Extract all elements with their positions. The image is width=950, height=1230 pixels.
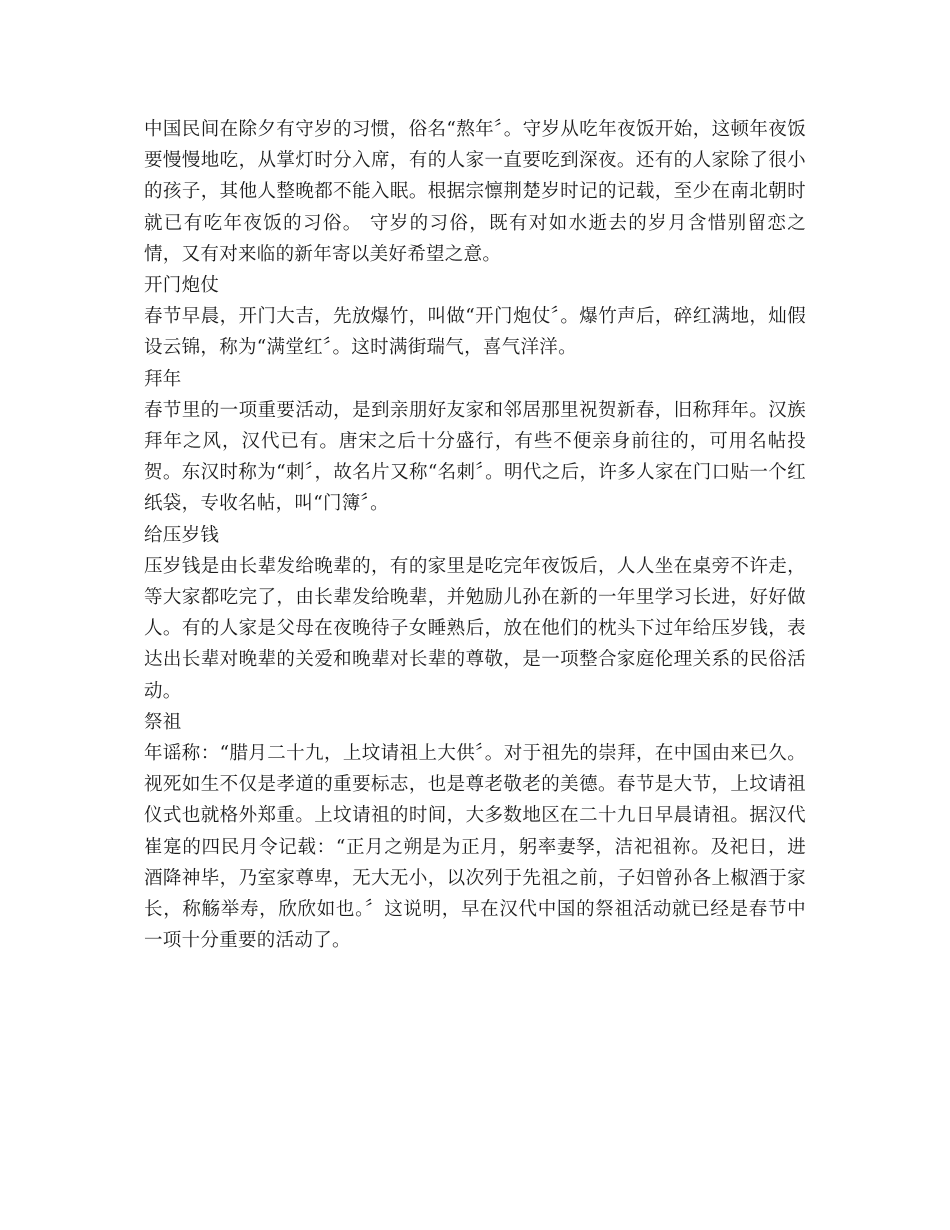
section-heading-yasuiqian: 给压岁钱 — [144, 524, 220, 546]
document-page — [144, 114, 806, 956]
section-heading-kaimen: 开门炮仗 — [144, 275, 220, 297]
section-body-kaimen: 春节早晨，开门大吉，先放爆竹，叫做“开门炮仗〞。爆竹声后，碎红满地，灿假设云锦，称为“满堂红〞。这时满街瑞气，喜气洋洋。 — [144, 306, 806, 359]
section-body-shousui: 中国民间在除夕有守岁的习惯，俗名“熬年〞。守岁从吃年夜饭开始，这顿年夜饭要慢慢地吃，从掌灯时分入席，有的人家一直要吃到深夜。还有的人家除了很小的孩子，其他人整晚都不能入眠。根据宗懔荆楚岁时记的记载，至少在南北朝时就已有吃年夜饭的习俗。 守岁的习俗，既有对如水逝去的岁月含惜别留恋之情，又有对来临的新年寄以美好希望之意。 — [144, 119, 806, 265]
section-body-jizu: 年谣称：“腊月二十九，上坟请祖上大供〞。对于祖先的崇拜，在中国由来已久。视死如生不仅是孝道的重要标志，也是尊老敬老的美德。春节是大节，上坟请祖仪式也就格外郑重。上坟请祖的时间，大多数地区在二十九日早晨请祖。据汉代崔寔的四民月令记载：“正月之朔是为正月，躬率妻孥，洁祀祖祢。及祀日，进酒降神毕，乃室家尊卑，无大无小，以次列于先祖之前，子妇曾孙各上椒酒于家长，称觞举寿，欣欣如也。〞这说明，早在汉代中国的祭祖活动就已经是春节中一项十分重要的活动了。 — [144, 743, 806, 952]
section-body-yasuiqian: 压岁钱是由长辈发给晚辈的，有的家里是吃完年夜饭后，人人坐在桌旁不许走，等大家都吃完了，由长辈发给晚辈，并勉励儿孙在新的一年里学习长进，好好做人。有的人家是父母在夜晚待子女睡熟后，放在他们的枕头下过年给压岁钱，表达出长辈对晚辈的关爱和晚辈对长辈的尊敬，是一项整合家庭伦理关系的民俗活动。 — [144, 555, 806, 702]
section-heading-jizu: 祭祖 — [144, 711, 182, 733]
section-body-bainian: 春节里的一项重要活动，是到亲朋好友家和邻居那里祝贺新春，旧称拜年。汉族拜年之风，汉代已有。唐宋之后十分盛行，有些不便亲身前往的，可用名帖投贺。东汉时称为“刺〞，故名片又称“名刺〞。明代之后，许多人家在门口贴一个红纸袋，专收名帖，叫“门簿〞。 — [144, 399, 806, 515]
section-heading-bainian: 拜年 — [144, 368, 182, 390]
